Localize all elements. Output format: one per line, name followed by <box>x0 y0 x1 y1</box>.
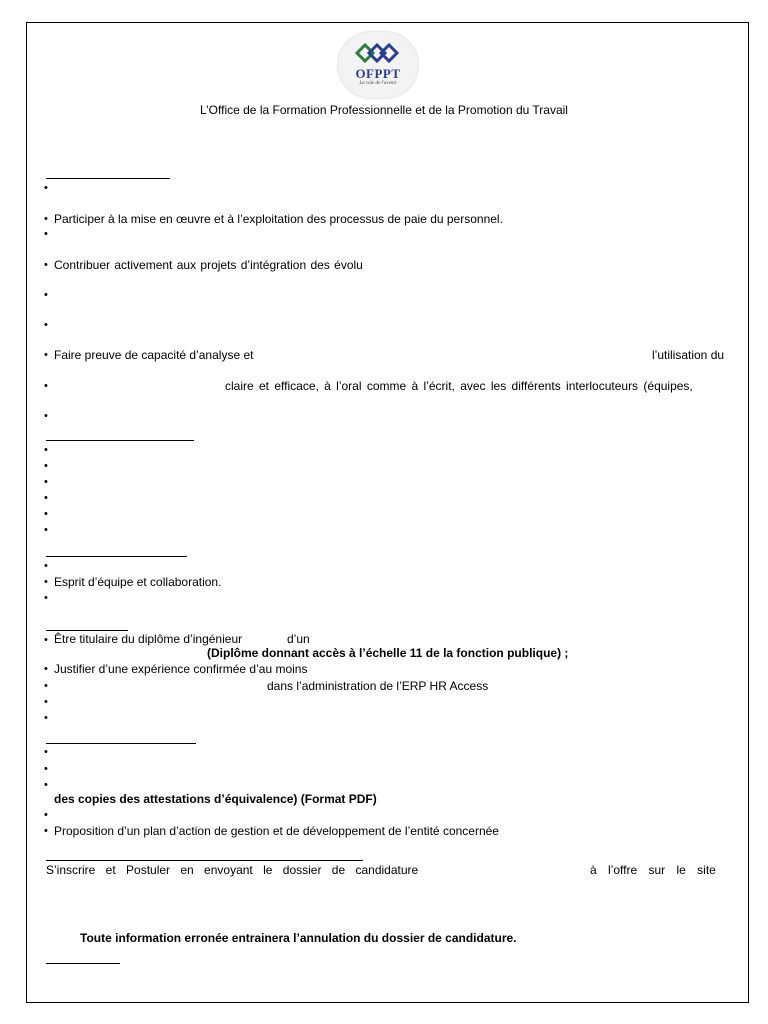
bullet: • <box>44 746 48 758</box>
warning-note: Toute information erronée entrainera l’annulation du dossier de candidature. <box>80 931 517 945</box>
ofppt-logo <box>338 32 418 98</box>
ofppt-emblem-icon <box>355 42 401 64</box>
competence-item: Faire preuve de capacité d’analyse et <box>54 348 254 362</box>
bullet: • <box>44 680 48 692</box>
bullet: • <box>44 592 48 604</box>
section-heading-rule <box>46 440 194 441</box>
bullet: • <box>44 444 48 456</box>
quality-item: Esprit d’équipe et collaboration. <box>54 575 222 589</box>
bullet: • <box>44 809 48 821</box>
bullet: • <box>44 779 48 791</box>
bullet: • <box>44 524 48 536</box>
bullet: • <box>44 825 48 837</box>
bullet: • <box>44 228 48 240</box>
logo-slogan: La voie de l'avenir <box>359 81 397 86</box>
mission-item: Participer à la mise en œuvre et à l’exploitation des processus de paie du personnel. <box>54 212 503 226</box>
section-heading-rule <box>46 743 196 744</box>
closing-rule <box>46 963 120 964</box>
apply-instructions: S’inscrire et Postuler en envoyant le dossier de candidature <box>46 863 419 877</box>
apply-instructions-end: à l’offre sur le site <box>590 863 716 877</box>
bullet: • <box>44 560 48 572</box>
profile-item-cont: d’un <box>287 632 310 646</box>
bullet: • <box>44 380 48 392</box>
dossier-item: des copies des attestations d’équivalence) (Format PDF) <box>54 792 377 806</box>
bullet: • <box>44 763 48 775</box>
bullet: • <box>44 319 48 331</box>
bullet: • <box>44 349 48 361</box>
bullet: • <box>44 259 48 271</box>
profile-item: Être titulaire du diplôme d’ingénieur <box>54 632 243 646</box>
dossier-item: Proposition d’un plan d’action de gestion et de développement de l’entité concernée <box>54 824 499 838</box>
profile-item: Justifier d’une expérience confirmée d’au moins <box>54 662 308 676</box>
bullet: • <box>44 213 48 225</box>
bullet: • <box>44 712 48 724</box>
profile-item: dans l’administration de l’ERP HR Access <box>267 679 489 693</box>
section-heading-rule <box>46 556 187 557</box>
page-frame <box>26 22 749 1003</box>
bullet: • <box>44 576 48 588</box>
bullet: • <box>44 476 48 488</box>
logo-text: OFPPT <box>355 66 401 81</box>
competence-item: claire et efficace, à l’oral comme à l’écrit, avec les différents interlocuteurs (équipes, <box>225 379 693 393</box>
bullet: • <box>44 492 48 504</box>
organization-name: L’Office de la Formation Professionnelle et de la Promotion du Travail <box>200 103 568 117</box>
bullet: • <box>44 508 48 520</box>
section-heading-rule <box>46 178 170 179</box>
profile-diploma-note: (Diplôme donnant accès à l’échelle 11 de la fonction publique) ; <box>207 646 569 660</box>
bullet: • <box>44 696 48 708</box>
bullet: • <box>44 663 48 675</box>
bullet: • <box>44 460 48 472</box>
apply-heading-rule <box>46 860 363 861</box>
bullet: • <box>44 634 48 646</box>
section-heading-rule <box>46 630 128 631</box>
bullet: • <box>44 289 48 301</box>
bullet: • <box>44 182 48 194</box>
competence-item-end: l’utilisation du <box>652 348 725 362</box>
mission-item: Contribuer activement aux projets d’intégration des évolu <box>54 258 363 272</box>
bullet: • <box>44 410 48 422</box>
